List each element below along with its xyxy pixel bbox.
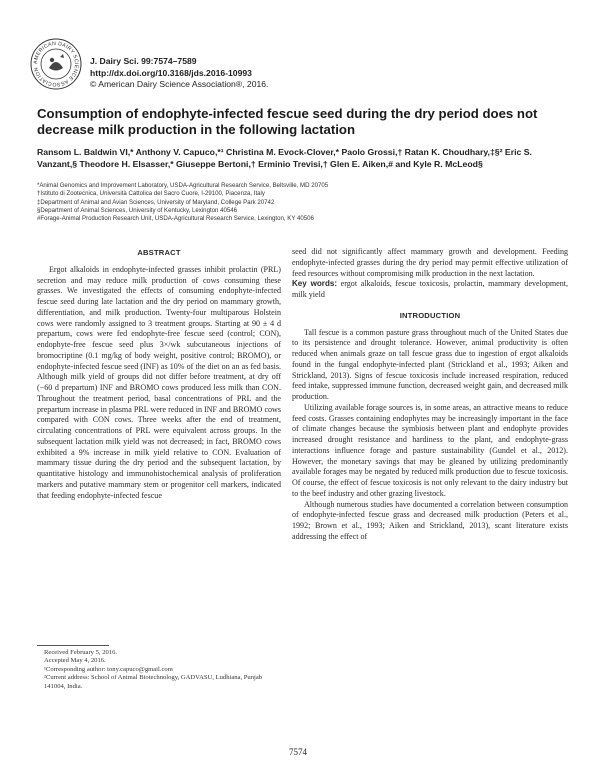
- received-date: Received February 5, 2016.: [44, 649, 118, 656]
- corresponding-author: ¹Corresponding author: tony.capuco@gmail.com: [44, 665, 173, 673]
- journal-header: [90, 56, 268, 91]
- keywords-text: ergot alkaloids, fescue toxicosis, prolactin, mammary development, milk yield: [292, 279, 568, 299]
- copyright-notice: © American Dairy Science Association®, 2016.: [90, 79, 269, 89]
- abstract-text: Ergot alkaloids in endophyte-infected grasses inhibit prolactin (PRL) secretion and may reduce milk production of cows consuming these grasses. We investigated the effects of consuming endophyte-infected fescue seed during late lactation and the dry period on mammary growth, differentiation, and milk production. Twenty-four multiparous Holstein cows were randomly assigned to 3 treatment groups. Starting at 90 ± 4 d prepartum, cows were fed endophyte-free fescue seed (control; CON), endophyte-free fescue seed plus 3×/wk subcutaneous injections of bromocriptine (0.1 mg/kg of body weight, positive control; BROMO), or endophyte-infected fescue seed (INF) as 10% of the diet on an as fed basis. Although milk yield of groups did not differ before treatment, at dry off (−60 d prepartum) INF and BROMO cows produced less milk than CON. Throughout the treatment period, basal concentrations of PRL and the prepartum increase in plasma PRL were reduced in INF and BROMO cows compared with CON cows. Three weeks after the end of treatment, circulating concentrations of PRL were equivalent across groups. In the subsequent lactation milk yield was not decreased; in fact, BROMO cows exhibited a 9% increase in milk yield relative to CON. Evaluation of mammary tissue during the dry period and the subsequent lactation, by quantitative histology and immunohistochemical analysis of proliferation markers and putative mammary stem or progenitor cell markers, indicated that feeding endophyte-infected fescue: [37, 264, 281, 500]
- keywords-line: [292, 279, 568, 301]
- current-address: ²Current address: School of Animal Biotechnology, GADVASU, Ludhiana, Punjab 141004, India.: [44, 674, 263, 690]
- affiliation-item: *Animal Genomics and Improvement Laboratory, USDA-Agricultural Research Service, Beltsville, MD 20705: [37, 182, 329, 189]
- journal-reference: J. Dairy Sci. 99:7574–7589: [90, 56, 197, 66]
- ads-association-seal-logo: [30, 38, 82, 90]
- doi-link[interactable]: http://dx.doi.org/10.3168/jds.2016-10993: [90, 67, 252, 78]
- logo-ring-text: AMERICAN DAIRY SCIENCE ASSOCIATION: [32, 40, 80, 88]
- intro-paragraph: Tall fescue is a common pasture grass throughout much of the United States due to its persistence and drought tolerance. However, animal productivity is often reduced when animals graze on tall fescue grass due to ingestion of ergot alkaloids found in the fungal endophyte-infected plant (Strickland et al., 1993; Aiken and Strickland, 2013). Signs of fescue toxicosis include increased respiration, reduced feed intake, suppressed immune function, decreased weight gain, and decreased milk production.: [292, 327, 568, 401]
- affiliations: [37, 182, 567, 223]
- accepted-date: Accepted May 4, 2016.: [44, 657, 106, 665]
- intro-paragraph: Utilizing available forage sources is, in some areas, an attractive means to reduce feed costs. Grasses containing endophytes may be increasingly important in the face of climate changes because the symbiosis between plant and endophyte provides increased drought resistance and hardiness to the plant, and endophyte-grass interactions influence forage and pasture sustainability (Gundel et al., 2012). However, the monetary savings that may be gleaned by utilizing predominantly available forages may be negated by reduced milk production due to fescue toxicosis. Of course, the effect of fescue toxicosis is not only relevant to the dairy industry but to the beef industry and other grazing livestock.: [292, 402, 568, 498]
- right-column: [292, 247, 568, 543]
- introduction-heading: INTRODUCTION: [399, 310, 461, 320]
- page-number: 7574: [289, 747, 307, 757]
- footnote-divider: [37, 645, 109, 646]
- left-column: [37, 248, 281, 501]
- footnotes: [37, 649, 281, 691]
- article-title: Consumption of endophyte-infected fescue seed during the dry period does not decrease milk production in the following lactation: [37, 106, 538, 137]
- keywords-label: Key words:: [292, 279, 338, 289]
- affiliation-item: †Istituto di Zootecnica, Università Cattolica del Sacro Cuore, I-29100, Piacenza, Italy: [37, 190, 265, 198]
- abstract-continuation: seed did not significantly affect mammary growth and development. Feeding endophyte-infected grasses during the dry period may permit effective utilization of feed resources without compromising milk production in the next lactation.: [292, 247, 568, 278]
- abstract-heading: ABSTRACT: [137, 248, 181, 257]
- affiliation-item: ‡Department of Animal and Avian Sciences, University of Maryland, College Park 20742: [37, 198, 275, 206]
- affiliation-item: §Department of Animal Sciences, University of Kentucky, Lexington 40546: [37, 206, 238, 214]
- affiliation-item: #Forage-Animal Production Research Unit, USDA-Agricultural Research Service, Lexington, KY 40506: [37, 215, 314, 223]
- author-list: Ransom L. Baldwin VI,* Anthony V. Capuco,*¹ Christina M. Evock-Clover,* Paolo Grossi,† Ratan K. Choudhary,‡§² Eric S. Vanzant,§ Theodore H. Elsasser,* Giuseppe Bertoni,† Erminio Trevisi,† Glen E. Aiken,# and Kyle R. McLeod§: [37, 147, 532, 170]
- intro-paragraph: Although numerous studies have documented a correlation between consumption of endophyte-infected fescue grass and decreased milk production (Peters et al., 1992; Brown et al., 1993; Aiken and Strickland, 2013), scant literature exists addressing the effect of: [292, 499, 568, 541]
